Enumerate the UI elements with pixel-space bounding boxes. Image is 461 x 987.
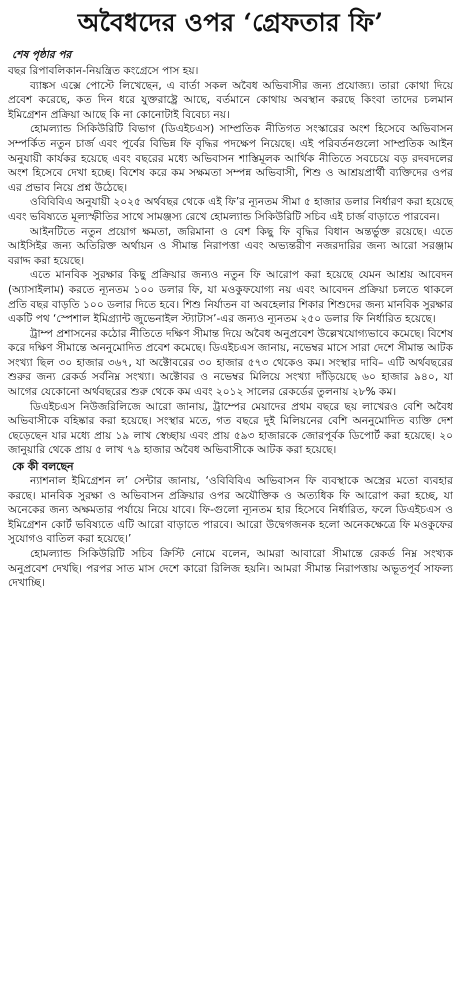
- paragraph: হোমল্যান্ড সিকিউরিটি বিভাগ (ডিএইচএস) সাম্প্রতিক নীতিগত সংস্কারের অংশ হিসেবে অভিবাসন সম্পর্কিত নতুন চার্জ এবং পূর্বের বিভিন্ন ফি বৃদ্ধির পদক্ষেপ নিয়েছে। এই পরিবর্তনগুলো সাম্প্রতিক আইন অনুযায়ী কার্যকর হয়েছে এবং বছরের মধ্যে অভিবাসন শাস্তিমূলক আর্থিক নীতিতে সবচেয়ে বড় রদবদলের অংশ হিসেবে দেখা হচ্ছে। বিশেষ করে কম সক্ষমতা সম্পন্ন অভিবাসী, শিশু ও আশ্রয়প্রার্থী ব্যক্তিদের ওপর এর প্রভাব নিয়ে প্রশ্ন উঠেছে।: [8, 123, 453, 194]
- paragraph: ডিএইচএস নিউজরিলিজে আরো জানায়, ট্রাম্পের মেয়াদের প্রথম বছরে ছয় লাখেরও বেশি অবৈধ অভিবাসীকে বহিষ্কার করা হয়েছে। সংস্থার মতে, গত বছরে দুই মিলিয়নের বেশি অননুমোদিত ব্যক্তি দেশ ছেড়েছেন যার মধ্যে প্রায় ১৯ লাখ স্বেচ্ছায় এবং প্রায় ৫৯৩ হাজারকে জোরপূর্বক ডিপোর্ট করা হয়েছে। ২০ জানুয়ারি থেকে প্রায় ৫ লাখ ৭৯ হাজার অবৈধ অভিবাসীকে আটক করা হয়েছে।: [8, 400, 453, 457]
- continued-from-label: শেষ পৃষ্ঠার পর: [12, 49, 72, 61]
- paragraph: ব্যাঙ্কস এক্সে পোস্টে লিখেছেন, এ বার্তা সকল অবৈধ অভিবাসীর জন্য প্রযোজ্য। তারা কোথা দিয়ে প্রবেশ করেছে, কত দিন ধরে যুক্তরাষ্ট্রে আছে, বর্তমানে কোথায় অবস্থান করছে কিংবা তাদের চলমান ইমিগ্রেশন প্রক্রিয়া আছে কি না কোনোটাই বিবেচ্য নয়।: [8, 79, 453, 121]
- paragraph: ট্রাম্প প্রশাসনের কঠোর নীতিতে দক্ষিণ সীমান্ত দিয়ে অবৈধ অনুপ্রবেশ উল্লেখযোগ্যভাবে কমেছে। বিশেষ করে দক্ষিণ সীমান্তে অননুমোদিত প্রবেশ কমেছে। ডিএইচএস জানায়, নভেম্বর মাসে সারা দেশে সীমান্ত আটক সংখ্যা ছিল ৩০ হাজার ৩৬৭, যা অক্টোবরের ৩০ হাজার ৫৭৩ থেকেও কম। সংস্থার দাবি– এটি অর্থবছরের শুরুর জন্য রেকর্ড সর্বনিম্ন সংখ্যা। অক্টোবর ও নভেম্বর মিলিয়ে সংখ্যা দাঁড়িয়েছে ৬০ হাজার ৯৪০, যা আগের যেকোনো অর্থবছরের শুরু থেকে কম এবং ২০১২ সালের রেকর্ডের তুলনায় ২৮% কম।: [8, 327, 453, 399]
- section-subheading: কে কী বলছেন: [12, 460, 74, 474]
- article-body: [8, 64, 453, 591]
- paragraph: আইনটিতে নতুন প্রয়োগ ক্ষমতা, জরিমানা ও বেশ কিছু ফি বৃদ্ধির বিধান অন্তর্ভুক্ত রয়েছে। এতে আইসিইর জন্য অতিরিক্ত অর্থায়ন ও সীমান্ত নিরাপত্তা এবং অভ্যন্তরীণ নজরদারির জন্য আরো সরঞ্জাম বরাদ্দ করা হয়েছে।: [8, 225, 453, 267]
- paragraph: ওবিবিবিএ অনুযায়ী ২০২৫ অর্থবছর থেকে এই ফি’র ন্যূনতম সীমা ৫ হাজার ডলার নির্ধারণ করা হয়েছে এবং ভবিষ্যতে মূল্যস্ফীতির সাথে সামঞ্জস্য রেখে হোমল্যান্ড সিকিউরিটি সচিব এই চার্জ বাড়াতে পারবেন।: [8, 196, 453, 223]
- headline: অবৈধদের ওপর ‘গ্রেফতার ফি’: [77, 8, 384, 37]
- paragraph: এতে মানবিক সুরক্ষার কিছু প্রক্রিয়ার জন্যও নতুন ফি আরোপ করা হয়েছে যেমন আশ্রয় আবেদন (অ্যাসাইলাম) করতে ন্যূনতম ১০০ ডলার ফি, যা মওকুফযোগ্য নয় এবং আবেদন প্রক্রিয়া চলতে থাকলে প্রতি বছর বাড়তি ১০০ ডলার দিতে হবে। শিশু নির্যাতন বা অবহেলার শিকার শিশুদের জন্য মানবিক সুরক্ষার একটি পথ ‘স্পেশাল ইমিগ্র্যান্ট জুভেনাইল স্ট্যাটাস’-এর জন্যও ন্যূনতম ২৫০ ডলার ফি নির্ধারিত হয়েছে।: [8, 269, 453, 326]
- paragraph: ন্যাশনাল ইমিগ্রেশন ল’ সেন্টার জানায়, ‘ওবিবিবিএ অভিবাসন ফি ব্যবস্থাকে অস্ত্রের মতো ব্যবহার করছে। মানবিক সুরক্ষা ও অভিবাসন প্রক্রিয়ার ওপর অযৌক্তিক ও অত্যধিক ফি আরোপ করা হচ্ছে, যা অনেকের জন্য অক্ষমতার পর্যায়ে নিয়ে যাবে। ফি-গুলো ন্যূনতম হার হিসেবে নির্ধারিত, ফলে ডিএইচএস ও ইমিগ্রেশন কোর্ট ভবিষ্যতে এটি আরো বাড়াতে পারবে। আরো উদ্বেগজনক হলো অনেকক্ষেত্রে ফি মওকুফের সুযোগও বাতিল করা হয়েছে।’: [8, 475, 453, 546]
- paragraph: হোমল্যান্ড সিকিউরিটি সচিব ক্রিস্টি নোমে বলেন, আমরা আবারো সীমান্তে রেকর্ড নিম্ন সংখ্যক অনুপ্রবেশ দেখছি। পরপর সাত মাস দেশে কারো রিলিজ হয়নি। আমরা সীমান্ত নিরাপত্তায় অভূতপূর্ব সাফল্য দেখাচ্ছি।: [8, 548, 453, 590]
- paragraph: বছর রিপাবলিকান-নিয়ন্ত্রিত কংগ্রেসে পাস হয়।: [8, 65, 199, 77]
